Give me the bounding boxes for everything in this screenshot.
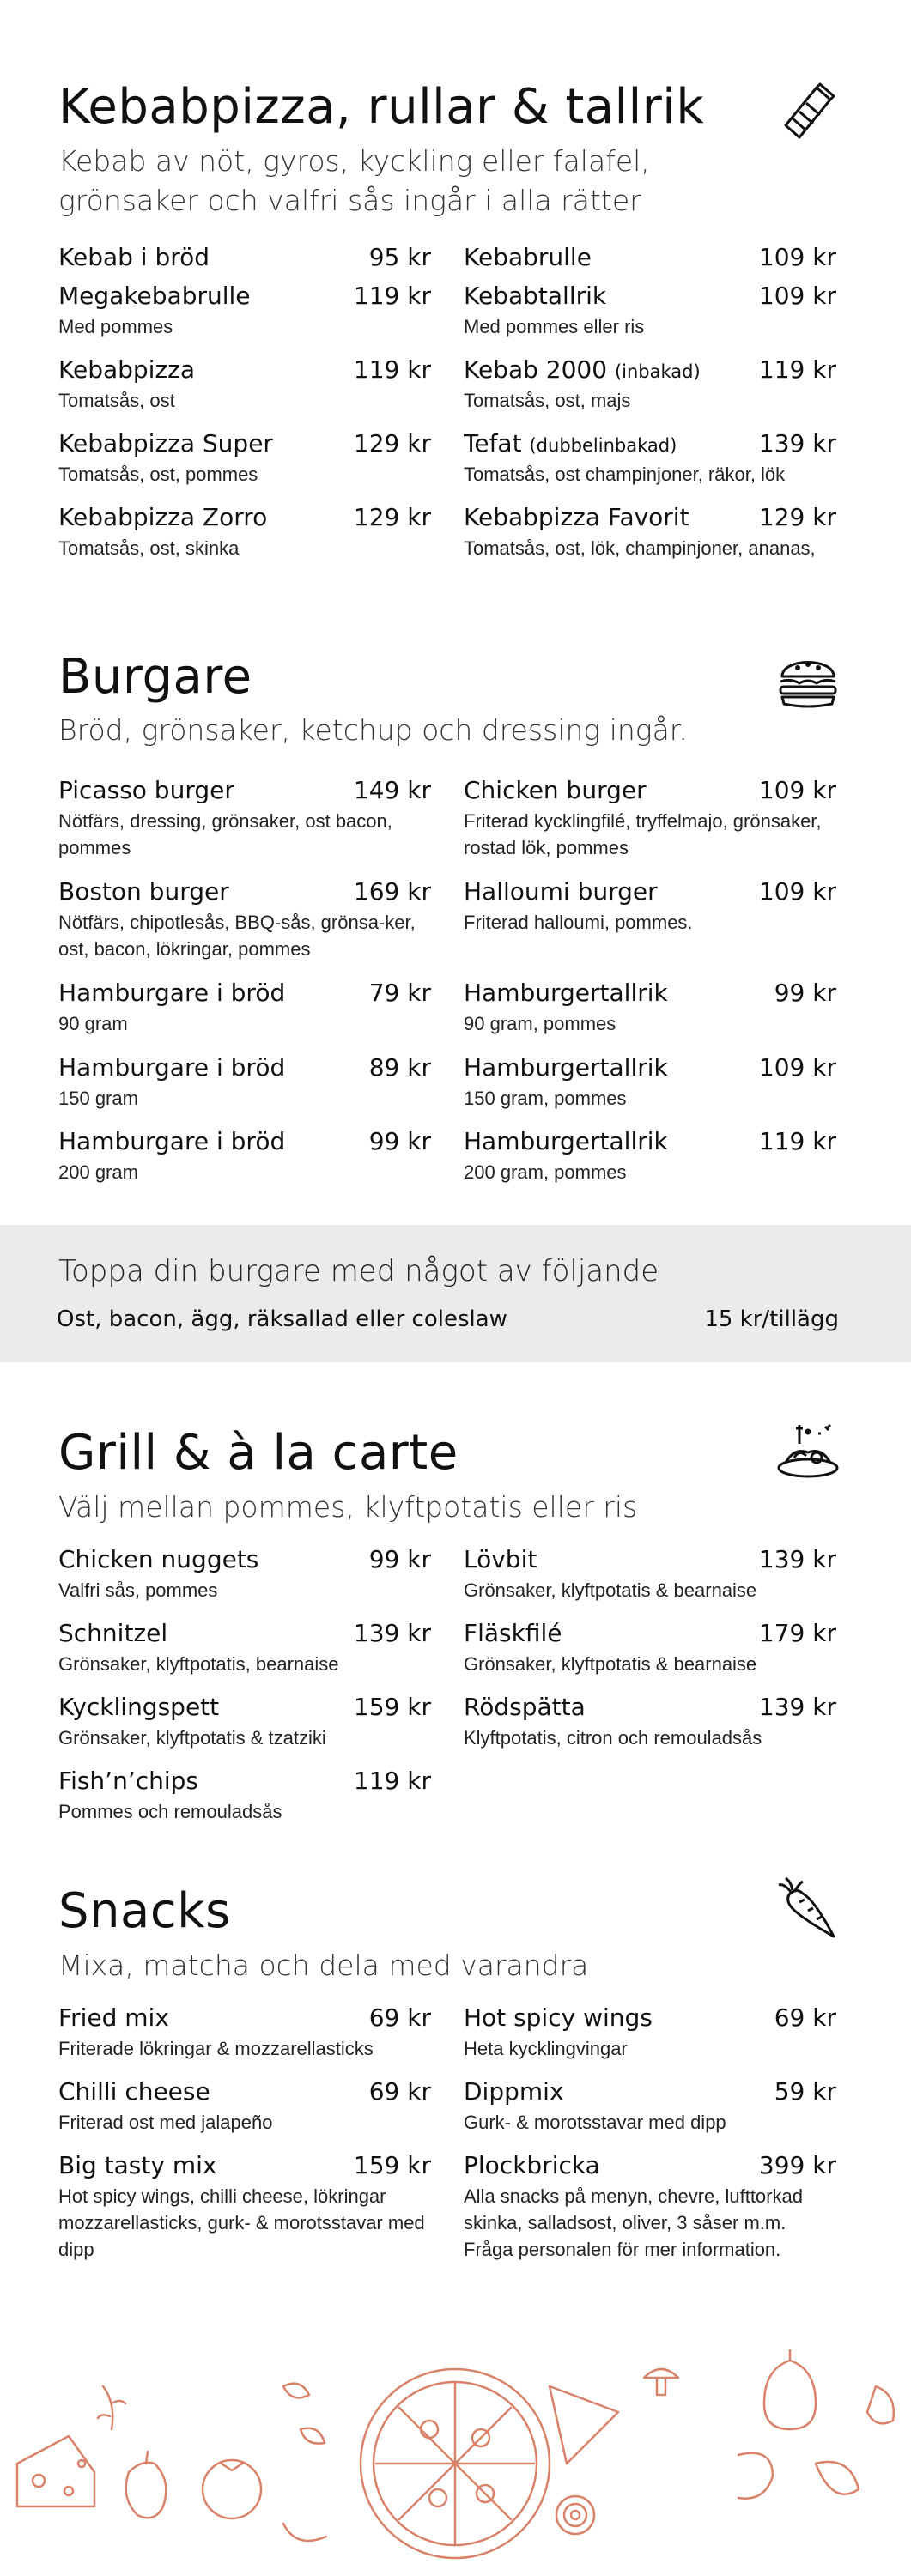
item-note: (inbakad) [614, 361, 701, 382]
item-description: Friterad ost med jalapeño [58, 2112, 273, 2133]
item-name: Dippmix [464, 2077, 564, 2106]
item-description: Friterad kycklingfilé, tryffelmajo, grönsaker, rostad lök, pommes [464, 810, 822, 858]
pizza-slice-icon [550, 2386, 618, 2464]
item-description: Grönsaker, klyftpotatis & bearnaise [464, 1653, 757, 1675]
item-name: Schnitzel [58, 1619, 168, 1647]
item-description: Nötfärs, dressing, grönsaker, ost bacon, pommes [58, 810, 392, 858]
item-price: 109 kr [758, 776, 836, 804]
item-price: 399 kr [758, 2151, 836, 2179]
item-price: 129 kr [758, 503, 836, 531]
garlic-icon [764, 2350, 816, 2429]
item-description: Tomatsås, ost [58, 390, 175, 411]
item-name-text: Tefat [464, 429, 522, 458]
topping-title: Toppa din burgare med något av följande [58, 1254, 659, 1288]
leaf-icon [816, 2462, 859, 2494]
item-name: Fried mix [58, 2003, 169, 2032]
item-name: Hamburgertallrik [464, 979, 668, 1007]
clove-icon [867, 2386, 894, 2423]
item-description: Tomatsås, ost, pommes [58, 464, 258, 485]
menu-item [58, 2077, 431, 2136]
item-price: 109 kr [758, 282, 836, 310]
item-name: Hamburgare i bröd [58, 979, 286, 1007]
section-subtitle: Bröd, grönsaker, ketchup och dressing ingår. [58, 713, 688, 747]
item-price: 139 kr [758, 429, 836, 458]
item-description: 150 gram, pommes [464, 1088, 627, 1109]
item-name: Big tasty mix [58, 2151, 217, 2179]
item-description: Nötfärs, chipotlesås, BBQ-sås, grönsa-ker, ost, bacon, lökringar, pommes [58, 912, 416, 960]
item-name: Chicken burger [464, 776, 647, 804]
item-price: 69 kr [774, 2003, 836, 2032]
food-illustrations-icon [0, 2335, 911, 2576]
item-description: 200 gram [58, 1161, 138, 1183]
item-price: 109 kr [758, 877, 836, 906]
item-name-text: Kebab 2000 [464, 355, 608, 384]
item-name: Fläskfilé [464, 1619, 562, 1647]
pepper-icon [126, 2452, 167, 2518]
item-description: Med pommes eller ris [464, 316, 645, 337]
item-description: Klyftpotatis, citron och remouladsås [464, 1727, 762, 1749]
menu-item [464, 2077, 836, 2136]
item-description: Gurk- & morotsstavar med dipp [464, 2112, 726, 2133]
item-price: 99 kr [774, 979, 836, 1007]
item-description: Tomatsås, ost, majs [464, 390, 631, 411]
item-description: Hot spicy wings, chilli cheese, lökringar mozzarellasticks, gurk- & morotsstavar med dipp [58, 2185, 425, 2260]
herb-icon [98, 2386, 125, 2429]
item-description: Grönsaker, klyftpotatis, bearnaise [58, 1653, 339, 1675]
item-description: Valfri sås, pommes [58, 1579, 218, 1601]
item-description: Friterade lökringar & mozzarellasticks [58, 2038, 374, 2059]
item-price: 79 kr [368, 979, 431, 1007]
shrimp-icon [738, 2453, 773, 2499]
item-price: 139 kr [758, 1545, 836, 1573]
section-subtitle: Mixa, matcha och dela med varandra [58, 1949, 589, 1982]
item-name: Hamburgertallrik [464, 1053, 668, 1082]
item-name: Plockbricka [464, 2151, 600, 2179]
item-price: 119 kr [758, 1127, 836, 1155]
item-price: 129 kr [353, 429, 431, 458]
item-description: Friterad halloumi, pommes. [464, 912, 693, 933]
item-price: 109 kr [758, 1053, 836, 1082]
item-name: Picasso burger [58, 776, 234, 804]
item-name: Kycklingspett [58, 1693, 220, 1721]
item-name: Kebabpizza [58, 355, 196, 384]
item-name: Megakebabrulle [58, 282, 251, 310]
item-price: 89 kr [368, 1053, 431, 1082]
section-title: Kebabpizza, rullar & tallrik [58, 79, 705, 135]
item-description: 200 gram, pommes [464, 1161, 627, 1183]
menu-item [58, 2003, 431, 2062]
item-price: 99 kr [368, 1545, 431, 1573]
mushroom-icon [644, 2369, 678, 2395]
item-description: Pommes och remouladsås [58, 1801, 282, 1822]
item-name: Kebab i bröd [58, 243, 210, 271]
topping-items: Ost, bacon, ägg, räksallad eller coleslaw [57, 1306, 507, 1332]
item-description: Tomatsås, ost, lök, champinjoner, ananas, [464, 537, 816, 559]
item-price: 119 kr [353, 1767, 431, 1795]
item-description: Heta kycklingvingar [464, 2038, 628, 2059]
item-name: Kebabpizza Zorro [58, 503, 268, 531]
item-name: Rödspätta [464, 1693, 586, 1721]
item-name: Hamburgare i bröd [58, 1127, 286, 1155]
item-name: Kebabrulle [464, 243, 592, 271]
item-description: Alla snacks på menyn, chevre, lufttorkad skinka, salladsost, oliver, 3 såser m.m. Fråga personalen för mer information. [464, 2185, 803, 2260]
item-note: (dubbelinbakad) [529, 435, 677, 456]
item-description: Grönsaker, klyftpotatis & tzatziki [58, 1727, 326, 1749]
item-name: Hamburgertallrik [464, 1127, 668, 1155]
item-description: Tomatsås, ost, skinka [58, 537, 240, 559]
menu-item [58, 2151, 431, 2263]
section-subtitle: Kebab av nöt, gyros, kyckling eller falafel, grönsaker och valfri sås ingår i alla rätter [58, 144, 650, 217]
item-name: Hamburgare i bröd [58, 1053, 286, 1082]
menu-item [464, 2003, 836, 2062]
item-description: 90 gram, pommes [464, 1013, 616, 1034]
item-description: Med pommes [58, 316, 173, 337]
item-price: 159 kr [353, 2151, 431, 2179]
item-price: 119 kr [758, 355, 836, 384]
item-name: Kebabtallrik [464, 282, 607, 310]
onion-icon [556, 2496, 594, 2534]
item-price: 69 kr [368, 2077, 431, 2106]
cheese-icon [17, 2436, 94, 2506]
item-name: Kebabpizza Super [58, 429, 273, 458]
item-name: Boston burger [58, 877, 229, 906]
item-description: Tomatsås, ost champinjoner, räkor, lök [464, 464, 786, 485]
item-price: 95 kr [368, 243, 431, 271]
item-name: Lövbit [464, 1545, 537, 1573]
item-name: Fish’n’chips [58, 1767, 199, 1795]
item-name: Kebabpizza Favorit [464, 503, 689, 531]
item-name: Chilli cheese [58, 2077, 210, 2106]
item-price: 119 kr [353, 282, 431, 310]
section-title: Snacks [58, 1883, 231, 1939]
section-subtitle: Välj mellan pommes, klyftpotatis eller ris [58, 1490, 638, 1524]
item-price: 139 kr [758, 1693, 836, 1721]
item-price: 159 kr [353, 1693, 431, 1721]
item-price: 139 kr [353, 1619, 431, 1647]
section-title: Burgare [58, 649, 252, 705]
item-description: 90 gram [58, 1013, 128, 1034]
section-title: Grill & à la carte [58, 1425, 459, 1481]
item-price: 69 kr [368, 2003, 431, 2032]
item-price: 149 kr [353, 776, 431, 804]
item-price: 129 kr [353, 503, 431, 531]
carrot-icon [774, 1876, 842, 1945]
item-price: 99 kr [368, 1127, 431, 1155]
item-price: 179 kr [758, 1619, 836, 1647]
item-description: 150 gram [58, 1088, 138, 1109]
topping-price: 15 kr/tillägg [704, 1306, 839, 1332]
item-name: Halloumi burger [464, 877, 658, 906]
chili-icon [283, 2524, 326, 2541]
tomato-icon [203, 2460, 261, 2518]
menu-item [464, 2151, 836, 2263]
basil-icon [283, 2384, 325, 2444]
item-price: 169 kr [353, 877, 431, 906]
item-price: 59 kr [774, 2077, 836, 2106]
item-price: 109 kr [758, 243, 836, 271]
item-name: Chicken nuggets [58, 1545, 259, 1573]
item-description: Grönsaker, klyftpotatis & bearnaise [464, 1579, 757, 1601]
item-price: 119 kr [353, 355, 431, 384]
item-name: Hot spicy wings [464, 2003, 653, 2032]
